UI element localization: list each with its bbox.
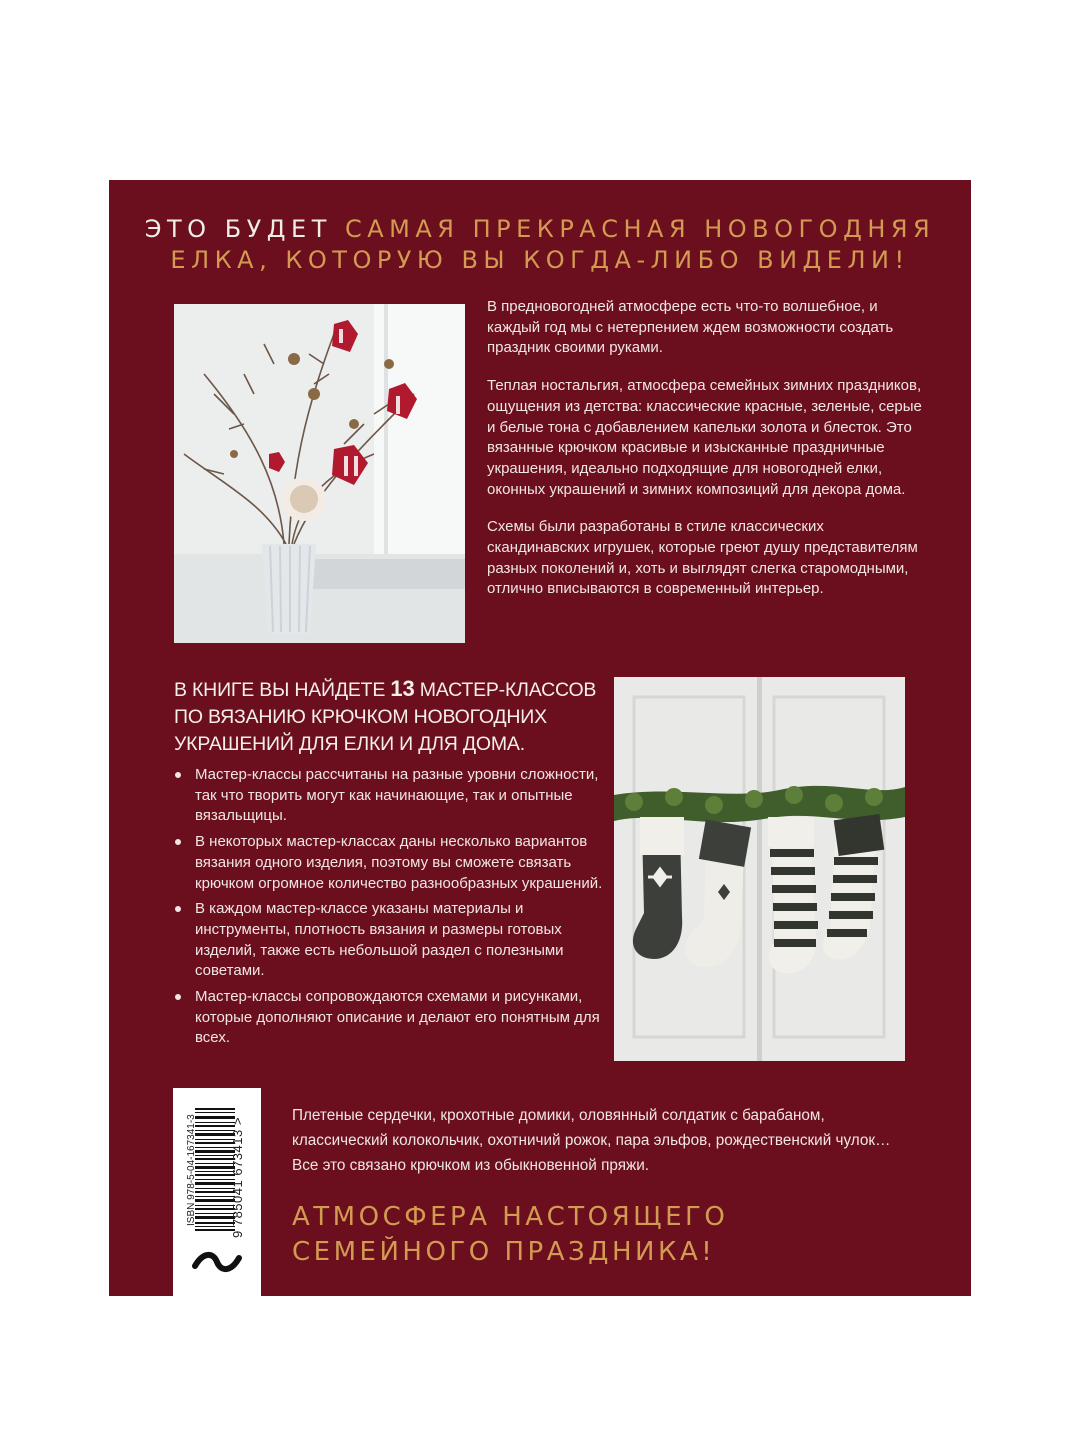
intro-paragraph-3: Схемы были разработаны в стиле классических скандинавских игрушек, которые греют душу представителям разных поколений и, хоть и выглядят слегка старомодными, отлично вписываются в современный интерьер. [487,518,918,598]
list-item: Мастер-классы сопровождаются схемами и рисунками, которые дополняют описание и делают его понятным для всех. [174,987,604,1049]
branch-ornaments-photo [174,304,465,643]
heading-before-number: В КНИГЕ ВЫ НАЙДЕТЕ [174,679,391,701]
headline [109,214,971,276]
intro-text [487,297,927,617]
tagline [292,1200,912,1270]
book-back-cover [109,180,971,1296]
barcode-panel [173,1088,261,1296]
headline-light-part: ЭТО БУДЕТ [144,215,345,243]
tagline-line-2: СЕМЕЙНОГО ПРАЗДНИКА! [292,1237,716,1267]
master-classes-heading [174,675,614,758]
heading-after-number: МАСТЕР-КЛАССОВ ПО ВЯЗАНИЮ КРЮЧКОМ НОВОГОДНИХ УКРАШЕНИЙ ДЛЯ ЕЛКИ И ДЛЯ ДОМА. [174,679,597,755]
features-list [174,765,604,1054]
intro-paragraph-2: Теплая ностальгия, атмосфера семейных зимних праздников, ощущения из детства: классические красные, зеленые, серые и белые тона с добавлением капельки золота и блесток. Это вязанные крючком красивые и изысканные праздничные украшения, идеально подходящие для новогодней елки, оконных украшений и зимних композиций для декора дома. [487,377,922,498]
bullet-icon [175,839,181,845]
master-class-count: 13 [390,676,415,701]
tagline-line-1: АТМОСФЕРА НАСТОЯЩЕГО [292,1202,729,1232]
bullet-icon [175,906,181,912]
headline-gold-part: САМАЯ ПРЕКРАСНАЯ НОВОГОДНЯЯ [345,215,936,243]
stockings-photo [614,677,905,1061]
barcode-digits: 9 785041 673413 > [230,1117,245,1238]
isbn-label: ISBN 978-5-04-167341-3 [186,1114,197,1226]
bullet-icon [175,772,181,778]
intro-paragraph-1: В предновогодней атмосфере есть что-то волшебное, и каждый год мы с нетерпением ждем возможности создать праздник своими руками. [487,298,894,357]
list-item: В некоторых мастер-классах даны несколько вариантов вязания одного изделия, поэтому вы сможете связать крючком огромное количество разнообразных украшений. [174,832,604,894]
list-item: В каждом мастер-классе указаны материалы и инструменты, плотность вязания и размеры готовых изделий, также есть небольшой раздел с полезными советами. [174,899,604,982]
headline-line-1 [109,214,971,245]
list-item: Мастер-классы рассчитаны на разные уровни сложности, так что творить могут как начинающие, так и опытные вязальщицы. [174,765,604,827]
headline-line-2: ЕЛКА, КОТОРУЮ ВЫ КОГДА-ЛИБО ВИДЕЛИ! [170,246,910,274]
bullet-icon [175,994,181,1000]
closing-paragraph: Плетеные сердечки, крохотные домики, оловянный солдатик с барабаном, классический колокольчик, охотничий рожок, пара эльфов, рождественский чулок… Все это связано крючком из обыкновенной пряжи. [292,1107,891,1174]
